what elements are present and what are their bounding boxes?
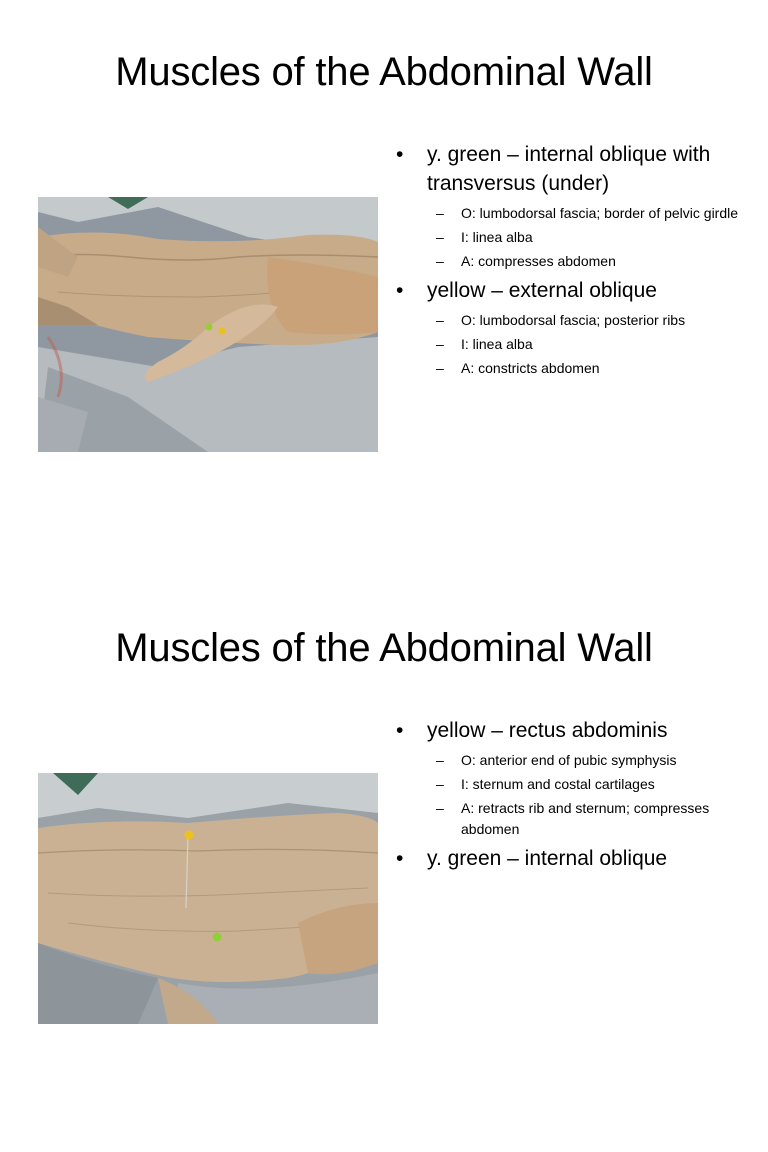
sub-item	[396, 774, 756, 795]
bullet-text: yellow – external oblique	[427, 279, 657, 302]
slide-title: Muscles of the Abdominal Wall	[115, 50, 653, 94]
sub-item	[396, 798, 756, 840]
bullet-item	[396, 716, 756, 745]
sub-text: A: retracts rib and sternum; compresses abdomen	[461, 800, 710, 837]
sub-text: O: lumbodorsal fascia; posterior ribs	[461, 312, 686, 328]
dash: –	[436, 800, 444, 816]
slide-title: Muscles of the Abdominal Wall	[115, 626, 653, 670]
dash: –	[436, 752, 444, 768]
bullet-list	[396, 140, 756, 383]
sub-item	[396, 203, 756, 224]
sub-list	[396, 203, 756, 272]
bullet-item	[396, 276, 756, 305]
bullet-text: yellow – rectus abdominis	[427, 719, 668, 742]
sub-text: I: linea alba	[461, 229, 533, 245]
dissection-photo	[38, 197, 378, 452]
sub-list	[396, 750, 756, 840]
bullet-text: y. green – internal oblique	[427, 847, 668, 870]
sub-text: I: sternum and costal cartilages	[461, 776, 655, 792]
sub-item	[396, 251, 756, 272]
bullet-text: y. green – internal oblique with transversus (under)	[427, 143, 711, 195]
bullet-item	[396, 844, 756, 873]
sub-text: A: constricts abdomen	[461, 360, 600, 376]
slide-2	[0, 576, 768, 1152]
bullet-list	[396, 716, 756, 878]
bullet-item	[396, 140, 756, 198]
dash: –	[436, 229, 444, 245]
dash: –	[436, 253, 444, 269]
dash: –	[436, 336, 444, 352]
sub-text: I: linea alba	[461, 336, 533, 352]
sub-text: A: compresses abdomen	[461, 253, 616, 269]
sub-item	[396, 334, 756, 355]
bullet-dot: •	[396, 847, 404, 870]
sub-item	[396, 358, 756, 379]
sub-text: O: lumbodorsal fascia; border of pelvic girdle	[461, 205, 739, 221]
bullet-dot: •	[396, 719, 404, 742]
sub-item	[396, 310, 756, 331]
dash: –	[436, 312, 444, 328]
sub-text: O: anterior end of pubic symphysis	[461, 752, 677, 768]
dash: –	[436, 205, 444, 221]
dissection-photo	[38, 773, 378, 1024]
dash: –	[436, 360, 444, 376]
sub-item	[396, 750, 756, 771]
dash: –	[436, 776, 444, 792]
sub-item	[396, 227, 756, 248]
bullet-dot: •	[396, 143, 404, 166]
sub-list	[396, 310, 756, 379]
bullet-dot: •	[396, 279, 404, 302]
